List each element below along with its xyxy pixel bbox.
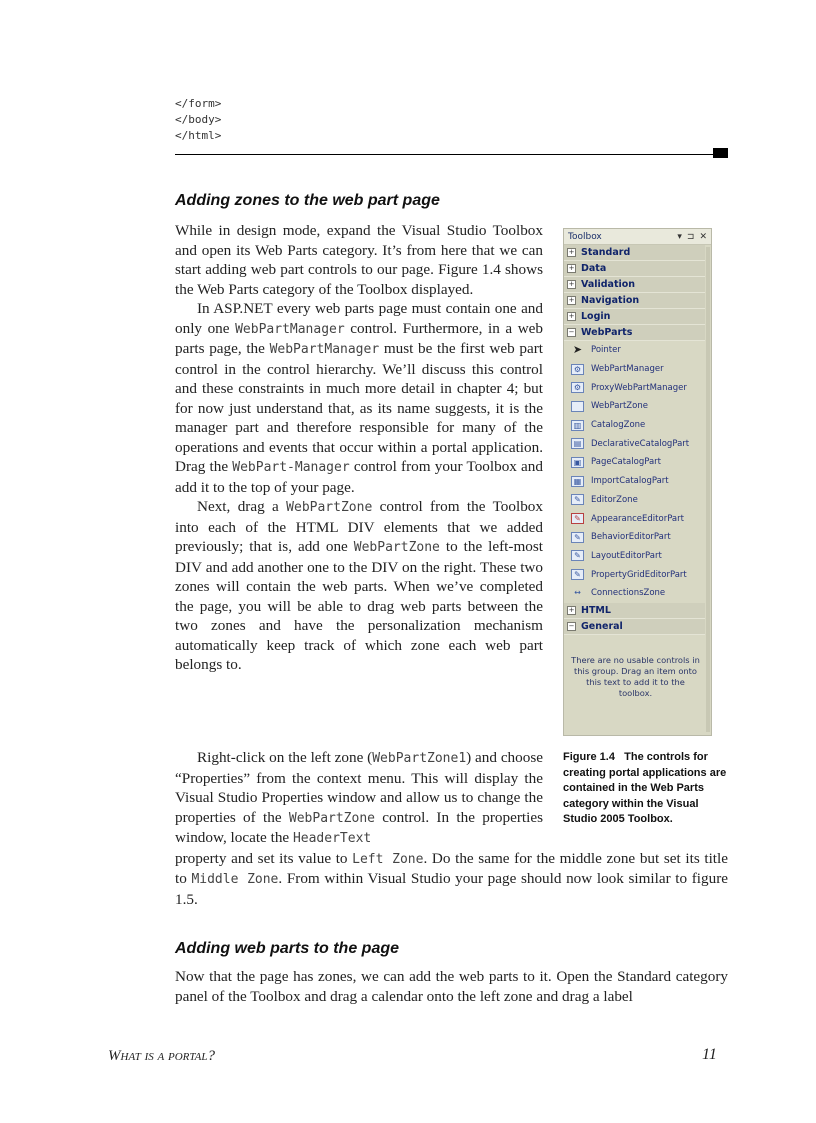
layout-editor-part-icon: ✎: [571, 550, 584, 561]
toolbox-empty-note: There are no usable controls in this group. Drag an item onto this text to add it to the toolbox.: [571, 655, 700, 698]
toolbox-item-webpartmanager[interactable]: [564, 360, 705, 379]
web-part-manager-icon: ⚙: [571, 364, 584, 375]
figure-caption-text: The controls for creating portal applications are contained in the Web Parts category within the Visual Studio 2005 Toolbox.: [563, 751, 727, 825]
paragraph: While in design mode, expand the Visual Studio Toolbox and open its Web Parts category. It’s from here that we can start adding web part controls to our page. Figure 1.4 shows the Web Parts category of the Toolbox displayed.: [175, 222, 543, 298]
category-label: Navigation: [581, 295, 640, 306]
toolbox-title-bar: [564, 229, 711, 245]
web-part-zone-icon: [571, 401, 584, 412]
code-line: </html>: [175, 129, 222, 142]
toolbox-item-appearanceeditorpart[interactable]: [564, 509, 705, 528]
appearance-editor-part-icon: ✎: [571, 513, 584, 524]
body-text-column: [175, 221, 543, 675]
running-footer-title: [108, 1048, 215, 1065]
code-term: WebPart-Manager: [232, 460, 350, 475]
code-term: WebPartZone1: [372, 751, 467, 766]
proxy-web-part-manager-icon: ⚙: [571, 382, 584, 393]
declarative-catalog-part-icon: ▤: [571, 438, 584, 449]
paragraph: Now that the page has zones, we can add the web parts to it. Open the Standard category panel of the Toolbox and drag a calendar onto the left zone and drag a label: [175, 968, 728, 1005]
toolbox-item-catalogzone[interactable]: [564, 416, 705, 435]
toolbox-panel: [563, 228, 712, 736]
toolbox-title: Toolbox: [568, 231, 602, 242]
item-label: ConnectionsZone: [591, 588, 666, 599]
item-label: ProxyWebPartManager: [591, 382, 687, 393]
expand-icon: +: [568, 312, 575, 320]
paragraph: property and set its value to Left Zone. Do the same for the middle zone but set its title to Middle Zone. From within Visual Studio your page should now look similar to figure 1.5.: [175, 849, 728, 908]
page-catalog-part-icon: ▣: [571, 457, 584, 468]
item-label: PageCatalogPart: [591, 457, 662, 468]
item-label: WebPartManager: [591, 364, 664, 375]
expand-icon: +: [568, 248, 575, 256]
body-text-section2: [175, 967, 728, 1006]
code-listing: [175, 96, 221, 144]
expand-icon: +: [568, 264, 575, 272]
collapse-icon: −: [568, 621, 575, 630]
footer-title-text: What is a portal?: [108, 1048, 216, 1064]
item-label: CatalogZone: [591, 420, 646, 431]
section-heading-web-parts: Adding web parts to the page: [175, 940, 400, 957]
listing-end-marker: [713, 148, 728, 158]
figure-label: Figure 1.4: [563, 751, 615, 763]
category-label: HTML: [581, 604, 611, 616]
expand-icon: +: [568, 280, 575, 288]
code-term: WebPartZone: [353, 540, 440, 555]
code-term: Middle Zone: [191, 872, 279, 887]
listing-end-rule: [175, 154, 713, 155]
item-label: EditorZone: [591, 494, 638, 505]
code-line: </form>: [175, 97, 222, 110]
item-label: Pointer: [591, 345, 621, 356]
toolbox-item-declarativecatalogpart[interactable]: [564, 434, 705, 453]
toolbox-item-layouteditorpart[interactable]: [564, 547, 705, 566]
toolbox-item-propertygrideditorpart[interactable]: [564, 565, 705, 584]
toolbox-category-general[interactable]: [564, 619, 705, 635]
toolbox-item-proxywebpartmanager[interactable]: [564, 378, 705, 397]
toolbox-category-data[interactable]: [564, 261, 705, 277]
paragraph: In ASP.NET every web parts page must contain one and only one WebPartManager control. Furthermore, in a web parts page, the WebPartManager must be the first web part control in the control hierarchy. We’ll discuss this control and these constraints in much more detail in chapter 4; but for now just understand that, as its name suggests, it is the manager part and therefore responsible for many of the operations and events that occur within a portal application. Drag the WebPart-Manager control from your Toolbox and add it to the top of your page.: [175, 300, 544, 496]
toolbox-category-navigation[interactable]: [564, 293, 705, 309]
item-label: ImportCatalogPart: [591, 476, 669, 487]
item-label: PropertyGridEditorPart: [591, 569, 687, 580]
toolbox-item-pointer[interactable]: [564, 341, 705, 360]
close-icon[interactable]: ✕: [699, 231, 707, 242]
page-number: 11: [702, 1046, 717, 1063]
item-label: AppearanceEditorPart: [591, 513, 684, 524]
expand-icon: +: [568, 296, 575, 304]
property-grid-editor-part-icon: ✎: [571, 569, 584, 580]
category-label: Login: [581, 311, 611, 322]
category-label: Standard: [581, 247, 631, 258]
code-term: WebPartZone: [288, 810, 375, 826]
pin-icon[interactable]: ⊐: [686, 231, 695, 242]
item-label: BehaviorEditorPart: [591, 532, 671, 543]
code-term: Left Zone: [352, 851, 424, 867]
paragraph: Next, drag a WebPartZone control from the Toolbox into each of the HTML DIV elements that we added previously; that is, add one WebPartZone to the left-most DIV and add another one to the DIV on the right. These two zones will contain the web parts. When we’ve completed the page, you will be able to drag web parts between the two zones and have the personalization mechanism automatically keep track of which zone each web part belongs to.: [175, 498, 543, 673]
toolbox-scrollbar[interactable]: [706, 247, 710, 732]
code-term: WebPartZone: [286, 500, 373, 515]
collapse-icon: −: [568, 328, 575, 336]
toolbox-item-connectionszone[interactable]: [564, 584, 705, 603]
item-label: DeclarativeCatalogPart: [591, 438, 690, 449]
figure-caption: [563, 750, 728, 828]
category-label: General: [581, 620, 623, 632]
toolbox-category-webparts[interactable]: [564, 325, 705, 341]
code-term: WebPartManager: [235, 321, 345, 337]
code-line: </body>: [175, 113, 222, 126]
toolbox-category-validation[interactable]: [564, 277, 705, 293]
pointer-icon: ➤: [572, 342, 583, 356]
toolbox-item-behavioreditorpart[interactable]: [564, 528, 705, 547]
category-label: Validation: [581, 279, 636, 290]
toolbox-category-login[interactable]: [564, 309, 705, 325]
behavior-editor-part-icon: ✎: [571, 532, 584, 543]
item-label: LayoutEditorPart: [591, 550, 662, 561]
item-label: WebPartZone: [591, 401, 648, 412]
toolbox-item-webpartzone[interactable]: [564, 397, 705, 416]
toolbox-item-importcatalogpart[interactable]: [564, 472, 705, 491]
toolbox-item-editorzone[interactable]: [564, 491, 705, 510]
code-term: HeaderText: [292, 831, 372, 846]
catalog-zone-icon: ▥: [571, 420, 584, 431]
connections-zone-icon: ↔: [574, 587, 581, 597]
category-label: WebParts: [581, 327, 633, 338]
dropdown-icon[interactable]: ▾: [677, 231, 682, 242]
section-heading-zones: Adding zones to the web part page: [175, 192, 440, 209]
toolbox-category-standard[interactable]: [564, 245, 705, 261]
code-term: WebPartManager: [269, 342, 380, 357]
editor-zone-icon: ✎: [571, 494, 584, 505]
toolbox-category-html[interactable]: [564, 603, 705, 619]
expand-icon: +: [568, 605, 575, 614]
import-catalog-part-icon: ▦: [571, 476, 584, 487]
paragraph: Right-click on the left zone (WebPartZone1) and choose “Properties” from the context menu. This will display the Visual Studio Properties window and allow us to change the properties of the WebPartZone control. In the properties window, locate the HeaderText: [175, 749, 544, 846]
category-label: Data: [581, 263, 607, 274]
toolbox-item-pagecatalogpart[interactable]: [564, 453, 705, 472]
